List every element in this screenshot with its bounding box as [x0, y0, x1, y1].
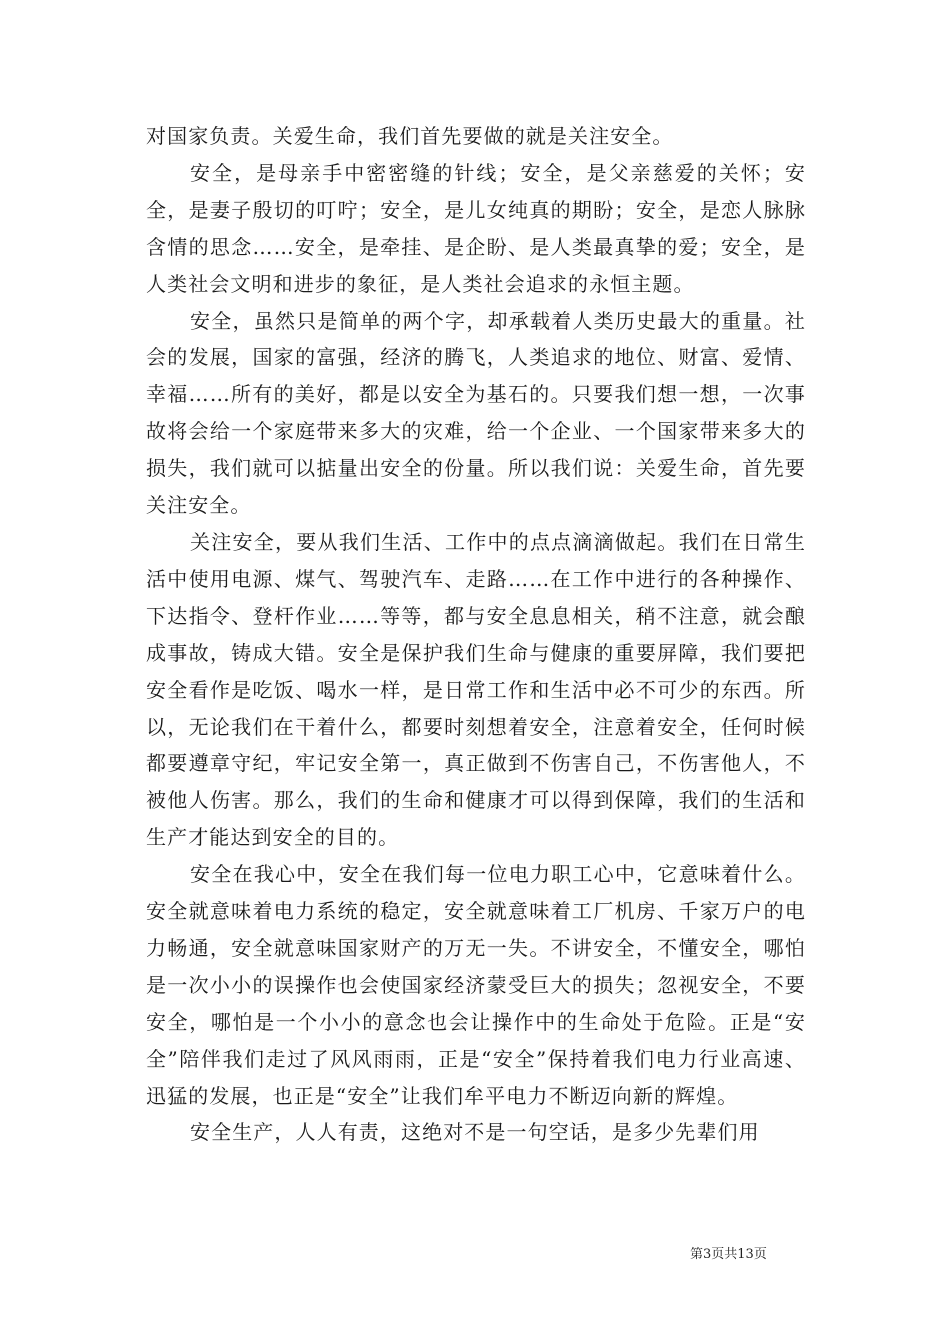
paragraph-6: 安全生产，人人有责，这绝对不是一句空话，是多少先辈们用 — [190, 1120, 760, 1145]
page-footer: 第3页共13页 — [690, 1247, 767, 1262]
document-body — [146, 118, 806, 1151]
paragraph-1: 对国家负责。关爱生命，我们首先要做的就是关注安全。 — [146, 124, 674, 148]
paragraph-4: 关注安全，要从我们生活、工作中的点点滴滴做起。我们在日常生活中使用电源、煤气、驾驶汽车、走路……在工作中进行的各种操作、下达指令、登杆作业……等等，都与安全息息相关，稍不注意，就会酿成事故，铸成大错。安全是保护我们生命与健康的重要屏障，我们要把安全看作是吃饭、喝水一样，是日常工作和生活中必不可少的东西。所以，无论我们在干着什么，都要时刻想着安全，注意着安全，任何时候都要遵章守纪，牢记安全第一，真正做到不伤害自己，不伤害他人，不被他人伤害。那么，我们的生命和健康才可以得到保障，我们的生活和生产才能达到安全的目的。 — [146, 529, 806, 850]
paragraph-3: 安全，虽然只是简单的两个字，却承载着人类历史最大的重量。社会的发展，国家的富强，经济的腾飞，人类追求的地位、财富、爱情、幸福……所有的美好，都是以安全为基石的。只要我们想一想，一次事故将会给一个家庭带来多大的灾难，给一个企业、一个国家带来多大的损失，我们就可以掂量出安全的份量。所以我们说：关爱生命，首先要关注安全。 — [146, 308, 806, 518]
paragraph-5: 安全在我心中，安全在我们每一位电力职工心中，它意味着什么。安全就意味着电力系统的稳定，安全就意味着工厂机房、千家万户的电力畅通，安全就意味国家财产的万无一失。不讲安全，不懂安全，哪怕是一次小小的误操作也会使国家经济蒙受巨大的损失；忽视安全，不要安全，哪怕是一个小小的意念也会让操作中的生命处于危险。正是“安全”陪伴我们走过了风风雨雨，正是“安全”保持着我们电力行业高速、迅猛的发展，也正是“安全”让我们牟平电力不断迈向新的辉煌。 — [146, 862, 806, 1108]
paragraph-2: 安全，是母亲手中密密缝的针线；安全，是父亲慈爱的关怀；安全，是妻子殷切的叮咛；安全，是儿女纯真的期盼；安全，是恋人脉脉含情的思念……安全，是牵挂、是企盼、是人类最真挚的爱；安全，是人类社会文明和进步的象征，是人类社会追求的永恒主题。 — [146, 160, 806, 296]
